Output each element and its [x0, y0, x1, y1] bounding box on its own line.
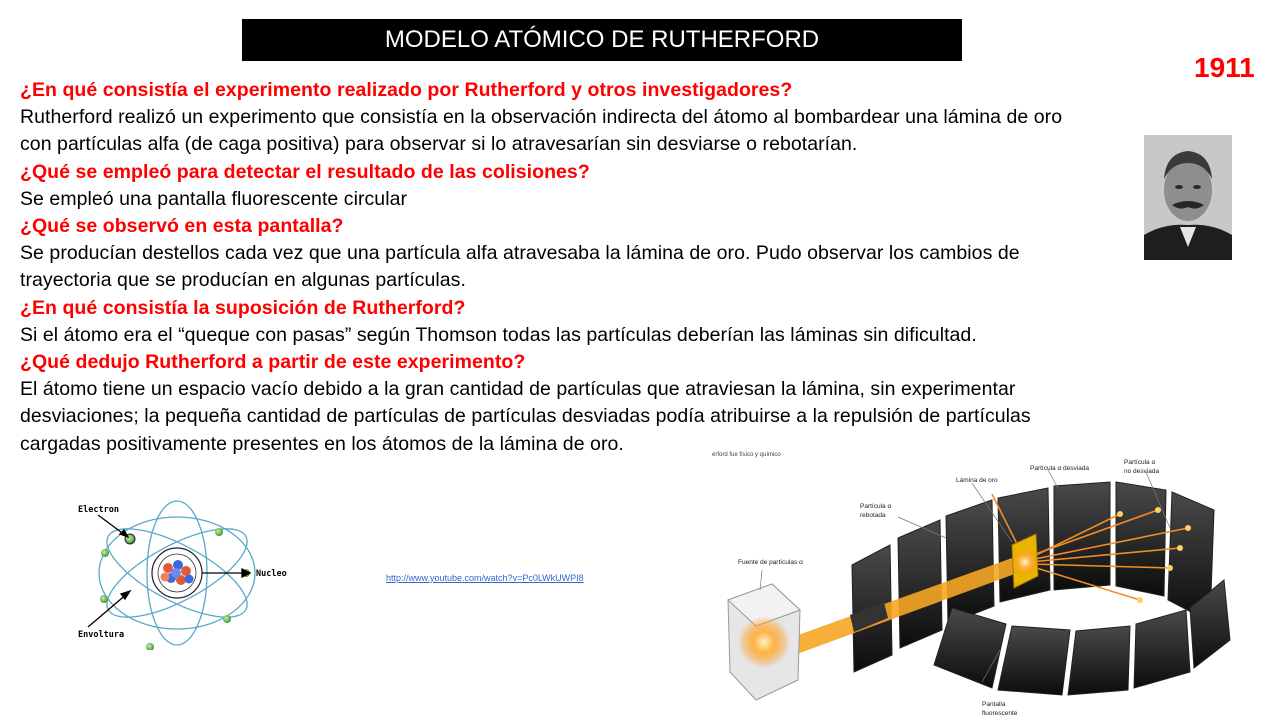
source-label: Fuente de partículas α: [738, 559, 803, 566]
answer-3-line-1: Se producían destellos cada vez que una partícula alfa atravesaba la lámina de oro. Pudo observar los cambios de: [20, 242, 1020, 265]
question-3: ¿Qué se observó en esta pantalla?: [20, 215, 344, 238]
answer-2: Se empleó una pantalla fluorescente circular: [20, 187, 408, 210]
nucleus-label: Nucleo: [256, 569, 287, 579]
rutherford-portrait: [1144, 135, 1232, 260]
answer-5-line-1: El átomo tiene un espacio vacío debido a la gran cantidad de partículas que atraviesan la lámina, sin experimentar: [20, 378, 1016, 401]
particle-source: [728, 584, 800, 700]
qa-content: [20, 77, 1220, 458]
question-5: ¿Qué dedujo Rutherford a partir de este experimento?: [20, 351, 526, 374]
shell-label: Envoltura: [78, 630, 125, 640]
fragment-text: erford fue físico y químico: [712, 452, 781, 458]
fluorescent-screen: [852, 482, 1230, 695]
year-label: 1911: [1194, 52, 1255, 83]
question-1: ¿En qué consistía el experimento realizado por Rutherford y otros investigadores?: [20, 79, 793, 101]
answer-5-line-3: cargadas positivamente presentes en los átomos de la lámina de oro.: [20, 432, 624, 455]
answer-5-line-2: desviaciones; la pequeña cantidad de partículas de partículas desviadas podía atribuirse a la repulsión de partículas: [20, 405, 1031, 428]
answer-1-line-1: Rutherford realizó un experimento que consistía en la observación indirecta del átomo al bombardear una lámina de oro: [20, 106, 1063, 129]
slide-title: MODELO ATÓMICO DE RUTHERFORD: [242, 19, 962, 61]
deflected-label: Partícula α desviada: [1030, 465, 1090, 472]
question-2: ¿Qué se empleó para detectar el resultado de las colisiones?: [20, 160, 590, 183]
answer-3-line-2: trayectoria que se producían en algunas partículas.: [20, 269, 466, 292]
undeflected-label-2: no desviada: [1124, 468, 1160, 475]
screen-label-1: Pantalla: [982, 701, 1006, 708]
atom-diagram: [70, 495, 300, 650]
youtube-link[interactable]: http://www.youtube.com/watch?v=Pc0LWkUWPI8: [386, 573, 584, 583]
bounced-label-2: rebotada: [860, 512, 886, 519]
bounced-label-1: Partícula α: [860, 503, 892, 510]
undeflected-label-1: Partícula α: [1124, 459, 1156, 466]
answer-1-line-2: con partículas alfa (de caga positiva) para observar si lo atravesarían sin desviarse o rebotarían.: [20, 133, 858, 156]
question-4: ¿En qué consistía la suposición de Rutherford?: [20, 296, 466, 319]
screen-label-2: fluorescente: [982, 710, 1018, 717]
experiment-diagram: [700, 450, 1280, 720]
foil-label: Lámina de oro: [956, 477, 998, 484]
answer-4: Si el átomo era el “queque con pasas” según Thomson todas las partículas deberían las láminas sin dificultad.: [20, 323, 977, 346]
electron-label: Electron: [78, 505, 119, 515]
